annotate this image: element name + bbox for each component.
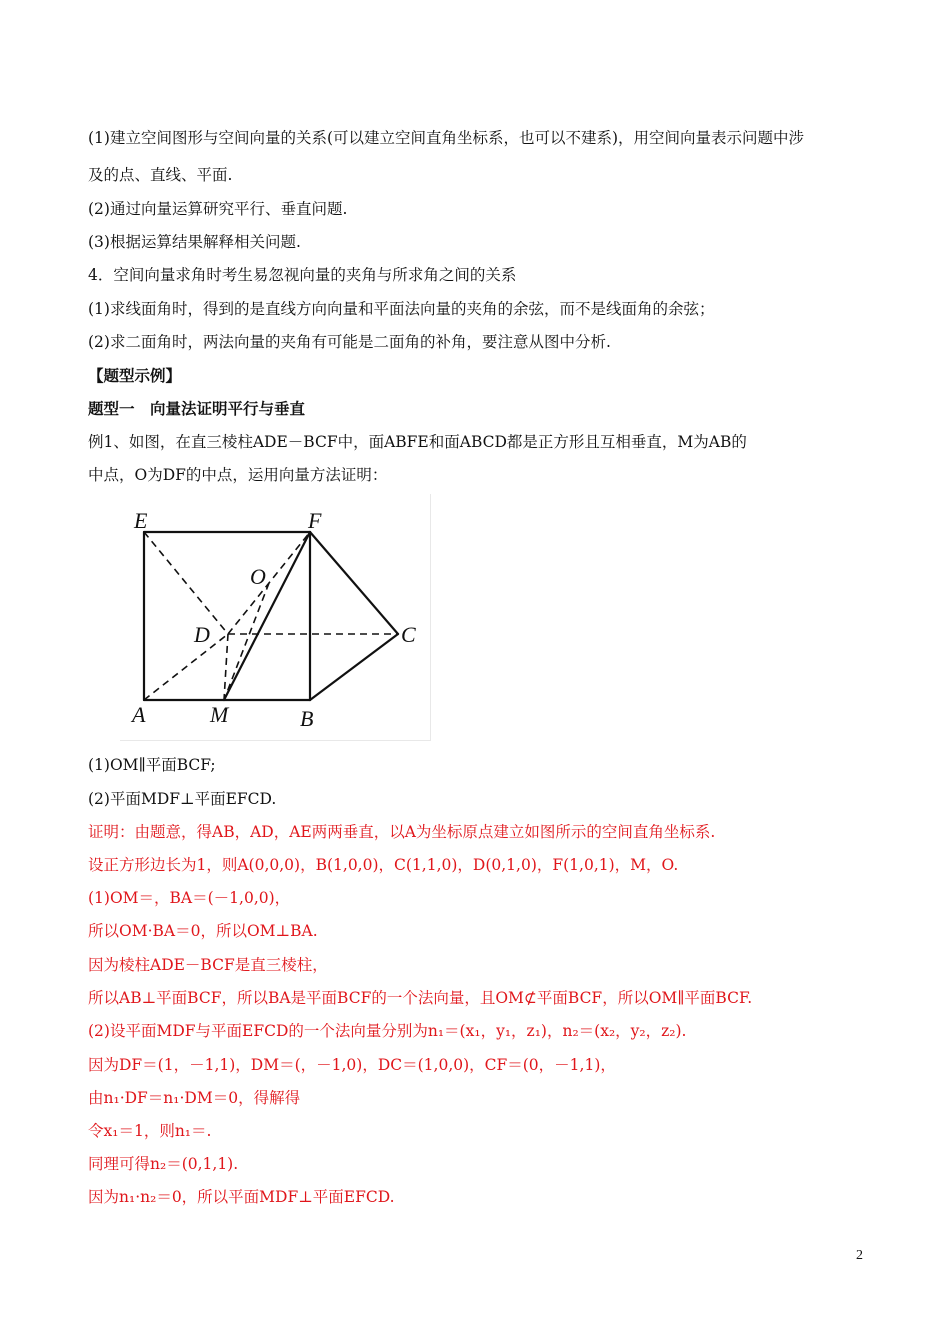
line-5: 4．空间向量求角时考生易忽视向量的夹角与所求角之间的关系 [88, 266, 517, 284]
proof-line-12: 因为n₁·n₂＝0，所以平面MDF⊥平面EFCD. [88, 1188, 395, 1206]
proof-line-5: 因为棱柱ADE－BCF是直三棱柱， [88, 956, 328, 974]
page-number: 2 [856, 1248, 863, 1263]
example-line-1: 例1、如图，在直三棱柱ADE－BCF中，面ABFE和面ABCD都是正方形且互相垂直，M为AB的 [88, 433, 747, 451]
proof-line-6: 所以AB⊥平面BCF，所以BA是平面BCF的一个法向量，且OM⊄平面BCF，所以OM∥平面BCF. [88, 989, 753, 1007]
proof-line-8: 因为DF＝(1，－1,1)，DM＝(，－1,0)，DC＝(1,0,0)，CF＝(0，－1,1)， [88, 1056, 616, 1074]
label-B: B [300, 706, 314, 731]
proof-line-1: 证明：由题意，得AB，AD，AE两两垂直，以A为坐标原点建立如图所示的空间直角坐标系. [88, 823, 716, 841]
line-6: (1)求线面角时，得到的是直线方向向量和平面法向量的夹角的余弦，而不是线面角的余弦； [88, 300, 715, 318]
claim-1: (1)OM∥平面BCF; [88, 756, 216, 774]
line-4: (3)根据运算结果解释相关问题. [88, 233, 301, 251]
claim-2: (2)平面MDF⊥平面EFCD. [88, 790, 277, 808]
label-D: D [194, 622, 210, 647]
proof-line-4: 所以OM·BA＝0，所以OM⊥BA. [88, 922, 318, 940]
line-7: (2)求二面角时，两法向量的夹角有可能是二面角的补角，要注意从图中分析. [88, 333, 611, 351]
proof-line-9: 由n₁·DF＝n₁·DM＝0，得解得 [88, 1089, 301, 1107]
label-E: E [134, 508, 148, 533]
problem-type-heading: 题型一 向量法证明平行与垂直 [88, 399, 306, 418]
label-A: A [132, 702, 146, 727]
proof-line-11: 同理可得n₂＝(0,1,1). [88, 1155, 239, 1173]
proof-line-10: 令x₁＝1，则n₁＝. [88, 1122, 212, 1140]
prism-diagram [120, 494, 430, 740]
line-3: (2)通过向量运算研究平行、垂直问题. [88, 200, 348, 218]
label-M: M [210, 702, 229, 727]
line-2: 及的点、直线、平面. [88, 166, 233, 184]
example-line-2: 中点，O为DF的中点，运用向量方法证明： [88, 466, 388, 484]
label-C: C [401, 622, 416, 647]
label-O: O [250, 564, 266, 589]
proof-line-3: (1)OM＝，BA＝(－1,0,0)， [88, 889, 291, 907]
line-1: (1)建立空间图形与空间向量的关系(可以建立空间直角坐标系，也可以不建系)，用空间向量表示问题中涉 [88, 129, 805, 147]
proof-line-2: 设正方形边长为1，则A(0,0,0)，B(1,0,0)，C(1,1,0)，D(0,1,0)，F(1,0,1)，M，O. [88, 856, 679, 874]
section-heading: 【题型示例】 [88, 366, 182, 385]
prism-figure [120, 494, 431, 741]
proof-line-7: (2)设平面MDF与平面EFCD的一个法向量分别为n₁＝(x₁，y₁，z₁)，n₂＝(x₂，y₂，z₂). [88, 1022, 687, 1040]
label-F: F [308, 508, 322, 533]
